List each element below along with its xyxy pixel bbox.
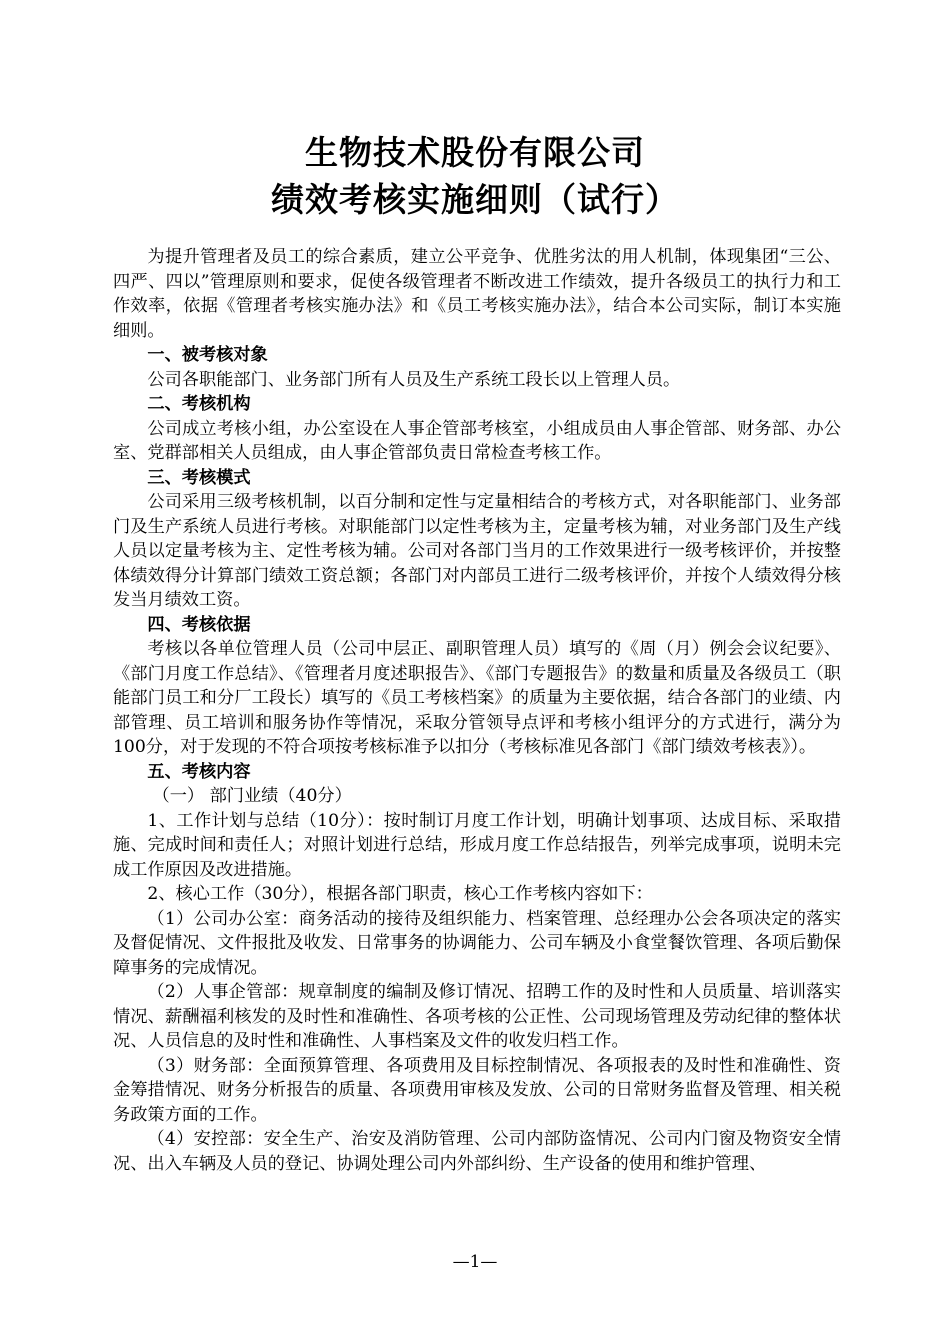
section-heading: 五、考核内容 [147, 761, 251, 782]
section-paragraph: 公司成立考核小组，办公室设在人事企管部考核室，小组成员由人事企管部、财务部、办公室、党群部相关人员组成，由人事企管部负责日常检查考核工作。 [113, 418, 841, 463]
document-title-subject: 绩效考核实施细则（试行） [271, 180, 679, 219]
section-heading: 二、考核机构 [147, 394, 251, 414]
document-body [113, 245, 841, 1176]
list-item: 1、工作计划与总结（10分）：按时制订月度工作计划，明确计划事项、达成目标、采取措施、完成时间和责任人；对照计划进行总结，形成月度工作总结报告，列举完成事项，说明未完成工作原因及改进措施。 [113, 810, 841, 880]
section-heading: 一、被考核对象 [147, 345, 268, 365]
list-item: （4）安控部：安全生产、治安及消防管理、公司内部防盗情况、公司内门窗及物资安全情况、出入车辆及人员的登记、协调处理公司内外部纠纷、生产设备的使用和维护管理、 [113, 1129, 841, 1174]
subsection-heading: （一） 部门业绩（40分） [152, 786, 352, 806]
intro-paragraph: 为提升管理者及员工的综合素质，建立公平竞争、优胜劣汰的用人机制，体现集团“三公、四严、四以”管理原则和要求，促使各级管理者不断改进工作绩效，提升各级员工的执行力和工作效率，依据《管理者考核实施办法》和《员工考核实施办法》，结合本公司实际，制订本实施细则。 [113, 247, 841, 341]
document-title-company: 生物技术股份有限公司 [305, 133, 645, 172]
list-item: （2）人事企管部：规章制度的编制及修订情况、招聘工作的及时性和人员质量、培训落实情况、薪酬福利核发的及时性和准确性、各项考核的公正性、公司现场管理及劳动纪律的整体状况、人员信息的及时性和准确性、人事档案及文件的收发归档工作。 [113, 982, 841, 1051]
list-item: （1）公司办公室：商务活动的接待及组织能力、档案管理、总经理办公会各项决定的落实及督促情况、文件报批及收发、日常事务的协调能力、公司车辆及小食堂餐饮管理、各项后勤保障事务的完成情况。 [113, 908, 841, 978]
list-item: 2、核心工作（30分），根据各部门职责，核心工作考核内容如下： [147, 884, 653, 904]
section-paragraph: 公司采用三级考核机制，以百分制和定性与定量相结合的考核方式，对各职能部门、业务部门及生产系统人员进行考核。对职能部门以定性考核为主，定量考核为辅，对业务部门及生产线人员以定量考核为主、定性考核为辅。公司对各部门当月的工作效果进行一级考核评价，并按整体绩效得分计算部门绩效工资总额；各部门对内部员工进行二级考核评价，并按个人绩效得分核发当月绩效工资。 [113, 492, 841, 610]
page-number: —1— [452, 1252, 498, 1272]
section-paragraph: 公司各职能部门、业务部门所有人员及生产系统工段长以上管理人员。 [147, 369, 681, 390]
section-heading: 三、考核模式 [147, 467, 251, 488]
section-heading: 四、考核依据 [147, 614, 251, 635]
section-paragraph: 考核以各单位管理人员（公司中层正、副职管理人员）填写的《周（月）例会会议纪要》、《部门月度工作总结》、《管理者月度述职报告》、《部门专题报告》的数量和质量及各级员工（职能部门员工和分厂工段长）填写的《员工考核档案》的质量为主要依据，结合各部门的业绩、内部管理、员工培训和服务协作等情况，采取分管领导点评和考核小组评分的方式进行，满分为100分，对于发现的不符合项按考核标准予以扣分（考核标准见各部门《部门绩效考核表》）。 [113, 639, 841, 757]
list-item: （3）财务部：全面预算管理、各项费用及目标控制情况、各项报表的及时性和准确性、资金筹措情况、财务分析报告的质量、各项费用审核及发放、公司的日常财务监督及管理、相关税务政策方面的工作。 [113, 1055, 841, 1125]
